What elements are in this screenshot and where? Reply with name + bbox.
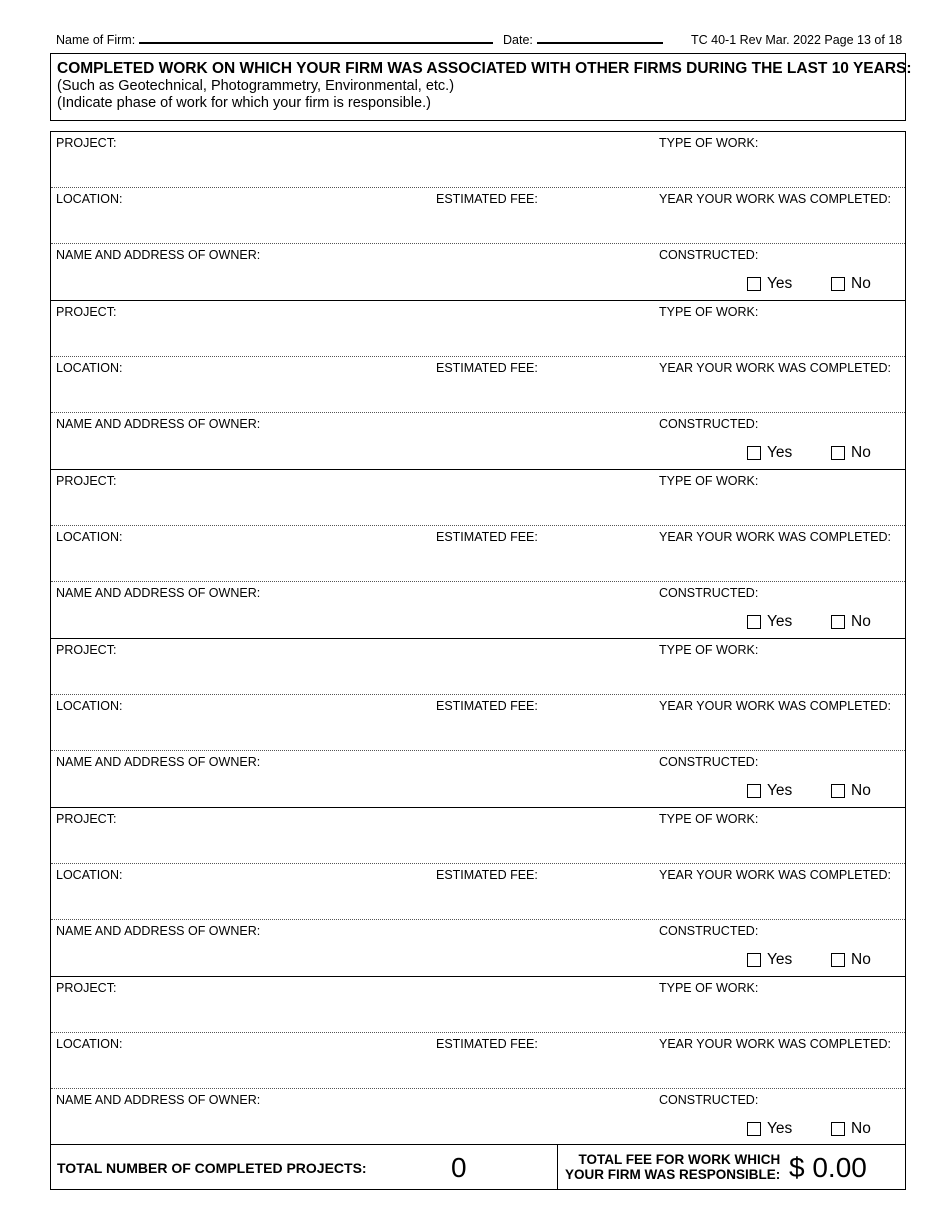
project-label: PROJECT: [56,812,117,826]
totals-divider [557,1145,558,1190]
constructed-label: CONSTRUCTED: [659,1093,759,1107]
constructed-no-option[interactable] [831,1120,871,1138]
constructed-no-option[interactable] [831,444,871,462]
estimated-fee-label: ESTIMATED FEE: [436,868,538,882]
yes-checkbox[interactable] [747,615,761,629]
no-label: No [851,951,871,968]
type-of-work-label: TYPE OF WORK: [659,474,759,488]
location-row[interactable] [51,695,905,751]
constructed-no-option[interactable] [831,275,871,293]
no-checkbox[interactable] [831,1122,845,1136]
no-label: No [851,1120,871,1137]
location-row[interactable] [51,188,905,244]
no-label: No [851,275,871,292]
constructed-yes-option[interactable] [747,444,792,462]
constructed-no-option[interactable] [831,782,871,800]
firm-name-field [56,33,493,47]
owner-label: NAME AND ADDRESS OF OWNER: [56,417,261,431]
owner-row[interactable] [51,751,905,808]
yes-checkbox[interactable] [747,446,761,460]
total-fee-label-line2: YOUR FIRM WAS RESPONSIBLE: [565,1167,781,1182]
no-label: No [851,444,871,461]
location-row[interactable] [51,864,905,920]
owner-label: NAME AND ADDRESS OF OWNER: [56,755,261,769]
constructed-no-option[interactable] [831,613,871,631]
project-label: PROJECT: [56,305,117,319]
estimated-fee-label: ESTIMATED FEE: [436,530,538,544]
year-completed-label: YEAR YOUR WORK WAS COMPLETED: [659,699,891,713]
yes-checkbox[interactable] [747,277,761,291]
firm-name-input[interactable] [139,33,493,44]
location-label: LOCATION: [56,192,123,206]
date-label: Date: [503,33,533,47]
location-row[interactable] [51,1033,905,1089]
constructed-label: CONSTRUCTED: [659,586,759,600]
project-row[interactable] [51,301,905,357]
type-of-work-label: TYPE OF WORK: [659,305,759,319]
estimated-fee-label: ESTIMATED FEE: [436,361,538,375]
yes-label: Yes [767,782,793,799]
section-subtitle-1: (Such as Geotechnical, Photogrammetry, Environmental, etc.) [57,78,455,94]
no-checkbox[interactable] [831,446,845,460]
project-entry [51,301,905,470]
constructed-yes-option[interactable] [747,275,792,293]
total-projects-label: TOTAL NUMBER OF COMPLETED PROJECTS: [57,1160,367,1176]
year-completed-label: YEAR YOUR WORK WAS COMPLETED: [659,1037,891,1051]
yes-label: Yes [767,613,793,630]
project-row[interactable] [51,470,905,526]
type-of-work-label: TYPE OF WORK: [659,136,759,150]
yes-label: Yes [767,444,793,461]
project-row[interactable] [51,808,905,864]
location-row[interactable] [51,526,905,582]
location-label: LOCATION: [56,361,123,375]
constructed-label: CONSTRUCTED: [659,924,759,938]
total-projects-value[interactable]: 0 [451,1152,467,1183]
no-checkbox[interactable] [831,277,845,291]
constructed-label: CONSTRUCTED: [659,248,759,262]
yes-checkbox[interactable] [747,953,761,967]
no-checkbox[interactable] [831,784,845,798]
firm-name-label: Name of Firm: [56,33,136,47]
form-id: TC 40-1 Rev Mar. 2022 Page 13 of 18 [691,33,903,47]
project-row[interactable] [51,977,905,1033]
type-of-work-label: TYPE OF WORK: [659,812,759,826]
location-row[interactable] [51,357,905,413]
no-label: No [851,782,871,799]
owner-label: NAME AND ADDRESS OF OWNER: [56,586,261,600]
yes-label: Yes [767,275,793,292]
owner-row[interactable] [51,1089,905,1144]
date-input[interactable] [537,33,663,44]
location-label: LOCATION: [56,1037,123,1051]
project-row[interactable] [51,132,905,188]
no-label: No [851,613,871,630]
year-completed-label: YEAR YOUR WORK WAS COMPLETED: [659,530,891,544]
owner-label: NAME AND ADDRESS OF OWNER: [56,924,261,938]
project-row[interactable] [51,639,905,695]
project-entry [51,470,905,639]
owner-row[interactable] [51,920,905,977]
project-entry [51,977,905,1144]
type-of-work-label: TYPE OF WORK: [659,643,759,657]
constructed-yes-option[interactable] [747,613,792,631]
project-label: PROJECT: [56,643,117,657]
section-title-box [50,53,912,121]
project-entry [51,639,905,808]
year-completed-label: YEAR YOUR WORK WAS COMPLETED: [659,868,891,882]
constructed-label: CONSTRUCTED: [659,755,759,769]
section-heading: COMPLETED WORK ON WHICH YOUR FIRM WAS ASSOCIATED WITH OTHER FIRMS DURING THE LAST 10 YEARS: [57,60,912,77]
estimated-fee-label: ESTIMATED FEE: [436,699,538,713]
yes-label: Yes [767,1120,793,1137]
constructed-yes-option[interactable] [747,782,792,800]
totals-row [51,1144,905,1189]
year-completed-label: YEAR YOUR WORK WAS COMPLETED: [659,361,891,375]
date-field [503,33,663,47]
yes-label: Yes [767,951,793,968]
total-fee-label [565,1152,780,1182]
owner-label: NAME AND ADDRESS OF OWNER: [56,248,261,262]
project-entry [51,132,905,301]
estimated-fee-label: ESTIMATED FEE: [436,1037,538,1051]
project-entry [51,808,905,977]
owner-label: NAME AND ADDRESS OF OWNER: [56,1093,261,1107]
total-fee-value[interactable]: $ 0.00 [789,1152,867,1183]
location-label: LOCATION: [56,699,123,713]
type-of-work-label: TYPE OF WORK: [659,981,759,995]
constructed-no-option[interactable] [831,951,871,969]
project-label: PROJECT: [56,474,117,488]
no-checkbox[interactable] [831,953,845,967]
yes-checkbox[interactable] [747,1122,761,1136]
owner-row[interactable] [51,582,905,639]
total-fee-label-line1: TOTAL FEE FOR WORK WHICH [578,1152,781,1167]
project-label: PROJECT: [56,136,117,150]
owner-row[interactable] [51,413,905,470]
no-checkbox[interactable] [831,615,845,629]
project-label: PROJECT: [56,981,117,995]
constructed-yes-option[interactable] [747,951,792,969]
owner-row[interactable] [51,244,905,301]
year-completed-label: YEAR YOUR WORK WAS COMPLETED: [659,192,891,206]
projects-grid [50,131,906,1190]
location-label: LOCATION: [56,868,123,882]
section-subtitle-2: (Indicate phase of work for which your firm is responsible.) [57,95,431,111]
estimated-fee-label: ESTIMATED FEE: [436,192,538,206]
constructed-label: CONSTRUCTED: [659,417,759,431]
location-label: LOCATION: [56,530,123,544]
yes-checkbox[interactable] [747,784,761,798]
constructed-yes-option[interactable] [747,1120,792,1138]
